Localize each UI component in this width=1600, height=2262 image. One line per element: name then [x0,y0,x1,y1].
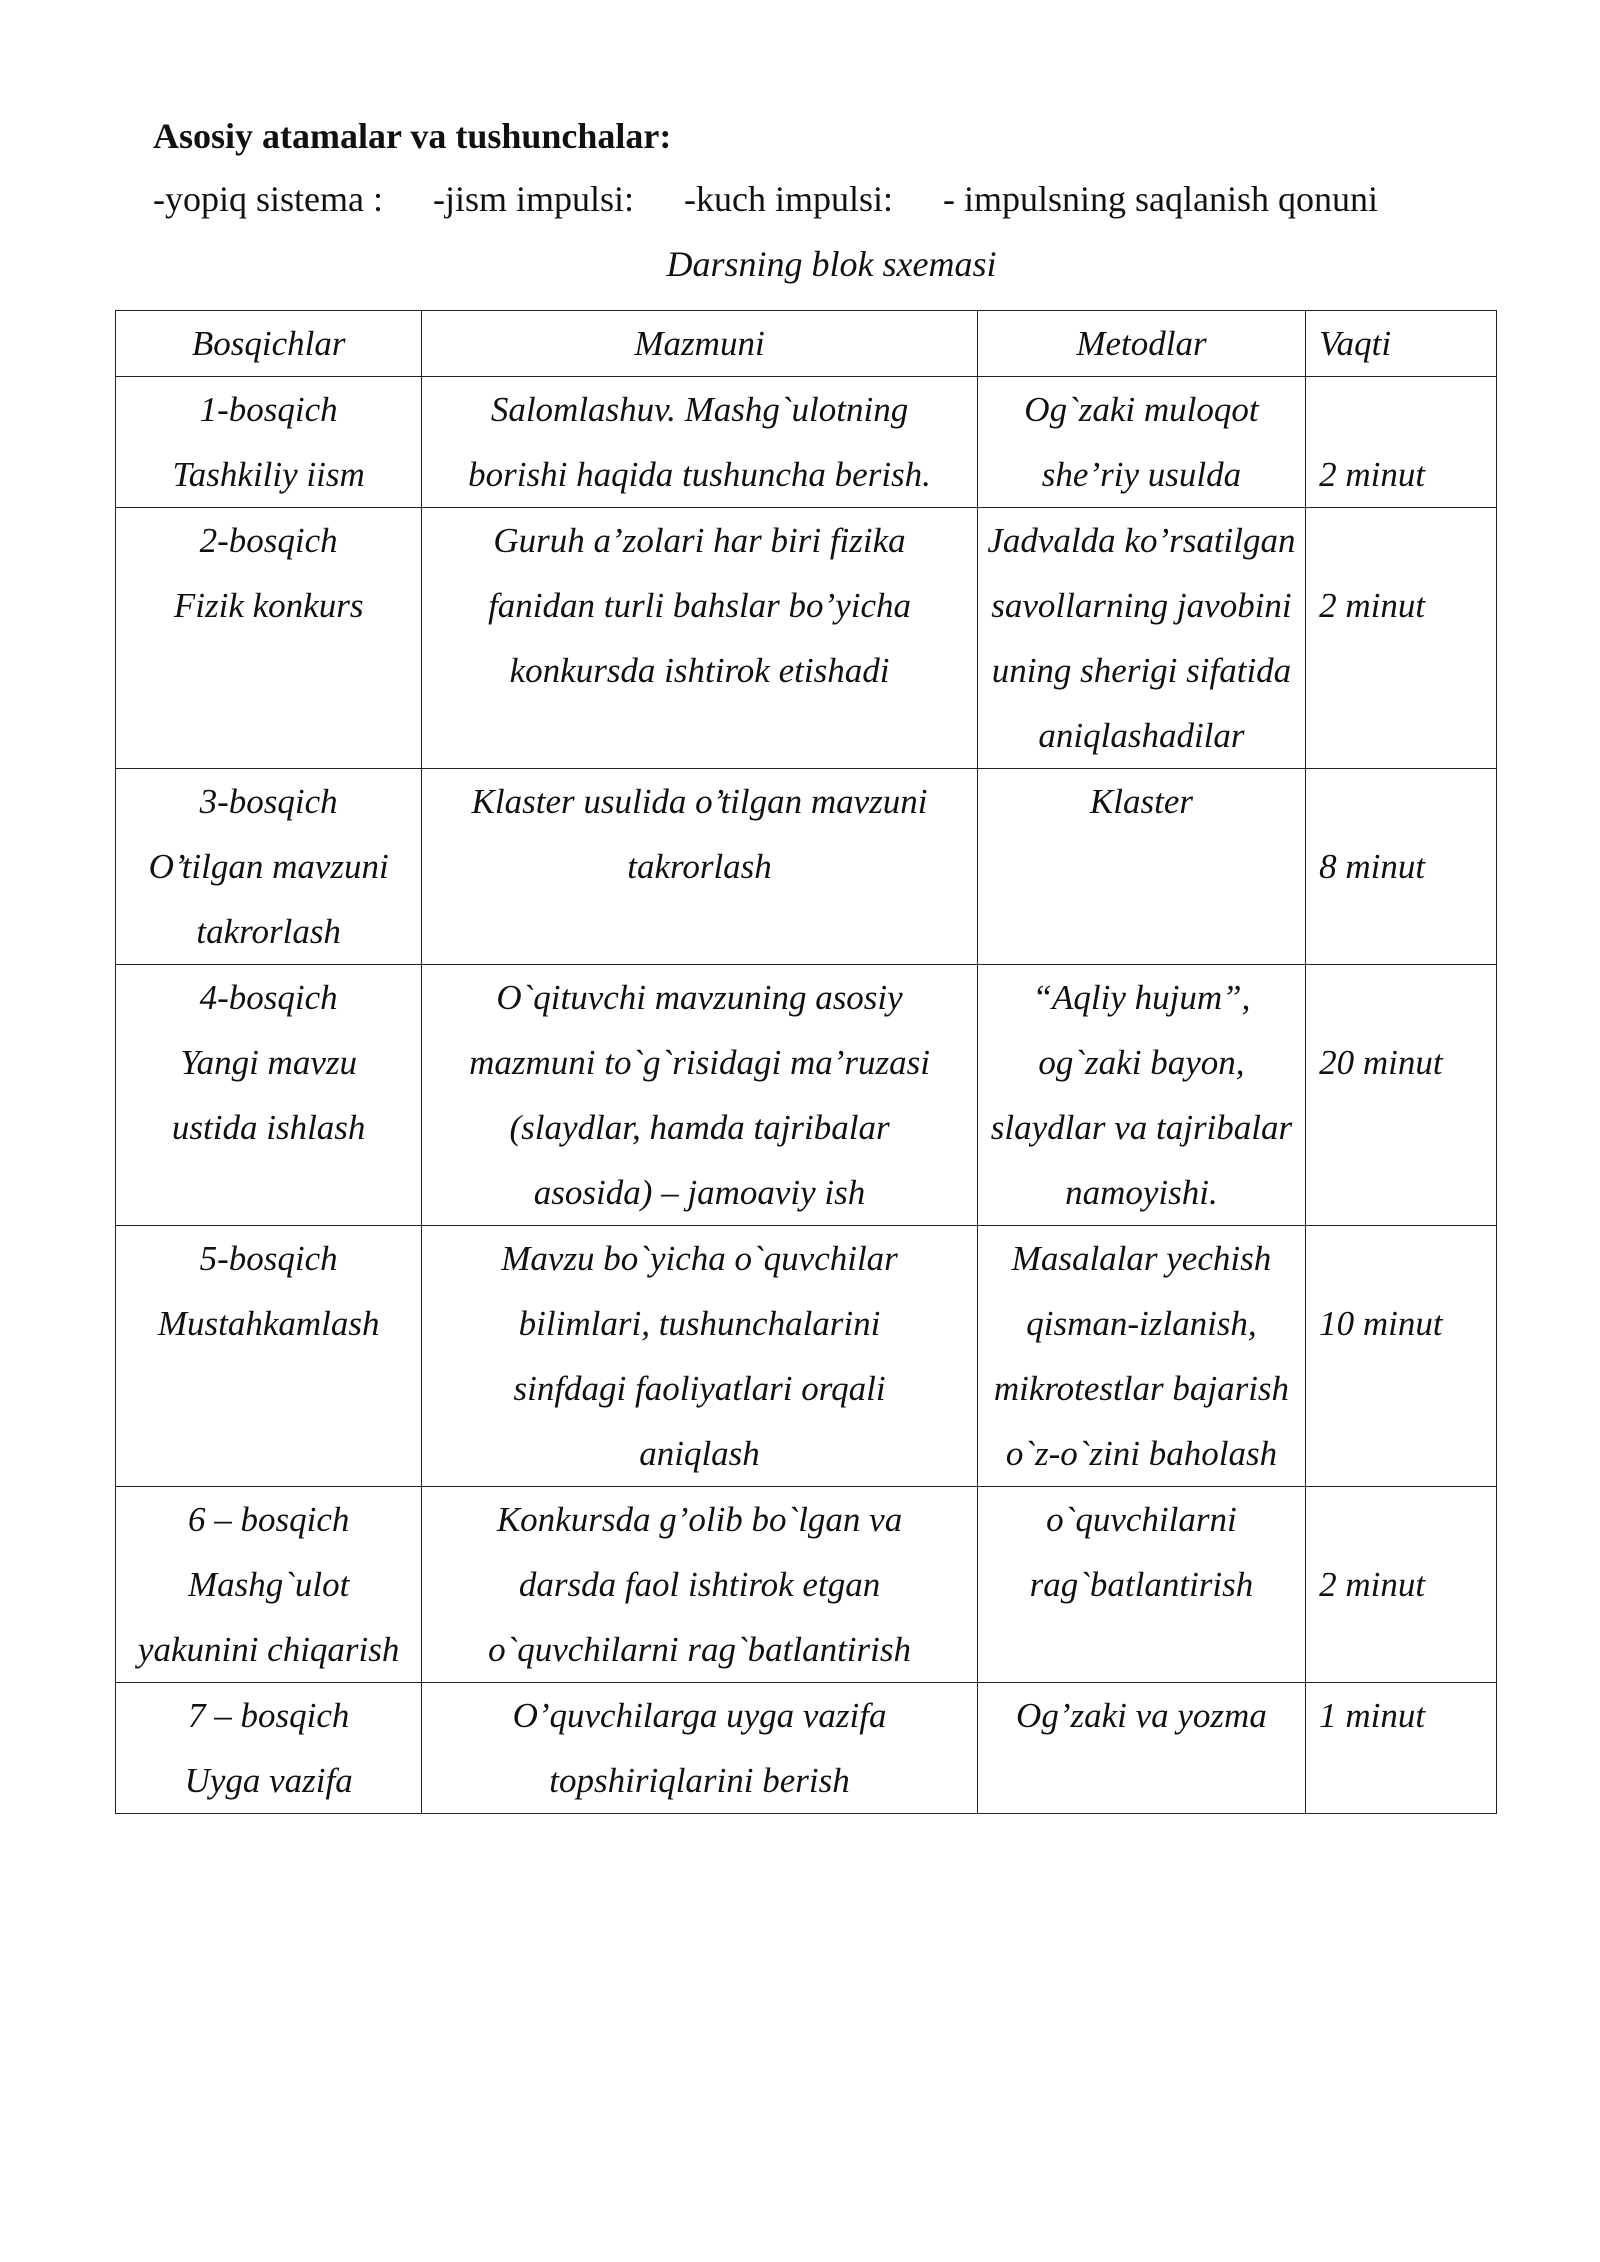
methods-cell-line: namoyishi. [1065,1173,1218,1212]
lesson-block-table [115,310,1497,1814]
content-cell-line: asosida) – jamoaviy ish [533,1173,866,1212]
stage-cell-line: 3-bosqich [199,782,338,821]
methods-cell-line: Masalalar yechish [1011,1239,1272,1278]
methods-cell-line: qisman-izlanish, [1026,1304,1257,1343]
methods-cell-line: she’riy usulda [1041,455,1242,494]
stage-cell [116,1226,422,1487]
content-cell [422,508,977,769]
term-item: -yopiq sistema : [153,179,383,219]
content-cell-line: borishi haqida tushuncha berish. [468,455,931,494]
content-cell-line: o`quvchilarni rag`batlantirish [488,1630,911,1669]
column-header-content: Mazmuni [422,311,977,377]
content-cell-line: O`qituvchi mavzuning asosiy [496,978,903,1017]
table-body [116,377,1497,1814]
content-cell-line: sinfdagi faoliyatlari orqali [513,1369,886,1408]
methods-cell [977,377,1305,508]
methods-cell [977,1683,1305,1814]
content-cell-line: Guruh a’zolari har biri fizika [493,521,906,560]
methods-cell-line: Og’zaki va yozma [1016,1696,1267,1735]
stage-cell [116,377,422,508]
stage-cell-line: Mustahkamlash [157,1304,380,1343]
methods-cell-line: rag`batlantirish [1029,1565,1254,1604]
content-cell-line: O’quvchilarga uyga vazifa [512,1696,887,1735]
content-cell-line: bilimlari, tushunchalarini [518,1304,881,1343]
time-cell [1306,377,1497,508]
column-header-methods: Metodlar [977,311,1305,377]
stage-cell [116,965,422,1226]
content-cell [422,1226,977,1487]
stage-cell [116,508,422,769]
terms-list [153,178,1428,220]
content-cell-line: Klaster usulida o’tilgan mavzuni [471,782,928,821]
time-value: 20 minut [1319,1043,1443,1082]
content-cell-line: darsda faol ishtirok etgan [518,1565,881,1604]
content-cell-line: (slaydlar, hamda tajribalar [509,1108,890,1147]
stage-cell-line: Fizik konkurs [173,586,364,625]
stage-cell-line: 1-bosqich [199,390,338,429]
content-cell-line: Konkursda g’olib bo`lgan va [496,1500,903,1539]
methods-cell-line: Og`zaki muloqot [1024,390,1259,429]
methods-cell-line: Klaster [1089,782,1193,821]
table-row [116,1226,1497,1487]
stage-cell [116,1683,422,1814]
stage-cell-line: 6 – bosqich [187,1500,350,1539]
table-row [116,1487,1497,1683]
stage-cell-line: 2-bosqich [199,521,338,560]
time-cell [1306,769,1497,965]
time-cell [1306,1487,1497,1683]
page-heading: Asosiy atamalar va tushunchalar: [153,116,672,156]
methods-cell [977,508,1305,769]
term-item: - impulsning saqlanish qonuni [943,179,1379,219]
stage-cell-line: 7 – bosqich [187,1696,350,1735]
table-row [116,965,1497,1226]
stage-cell-line: 5-bosqich [199,1239,338,1278]
methods-cell [977,965,1305,1226]
methods-cell-line: slaydlar va tajribalar [990,1108,1293,1147]
time-value: 1 minut [1319,1696,1426,1735]
column-header-time: Vaqti [1306,311,1497,377]
methods-cell [977,1226,1305,1487]
methods-cell-line: aniqlashadilar [1038,716,1245,755]
table-row [116,1683,1497,1814]
methods-cell-line: uning sherigi sifatida [991,651,1292,690]
methods-cell-line: o`quvchilarni [1046,1500,1237,1539]
time-cell [1306,965,1497,1226]
stage-cell [116,1487,422,1683]
content-cell-line: mazmuni to`g`risidagi ma’ruzasi [469,1043,930,1082]
table-row [116,769,1497,965]
content-cell [422,377,977,508]
time-value: 2 minut [1319,455,1426,494]
term-item: -jism impulsi: [432,179,635,219]
table-row [116,377,1497,508]
methods-cell-line: mikrotestlar bajarish [993,1369,1290,1408]
stage-cell-line: ustida ishlash [171,1108,366,1147]
stage-cell-line: takrorlash [196,912,341,951]
time-value: 10 minut [1319,1304,1443,1343]
stage-cell-line: Tashkiliy iism [172,455,365,494]
content-cell [422,769,977,965]
methods-cell-line: Jadvalda ko’rsatilgan [987,521,1296,560]
stage-cell-line: 4-bosqich [199,978,338,1017]
time-value: 8 minut [1319,847,1426,886]
methods-cell-line: savollarning javobini [991,586,1292,625]
content-cell [422,1487,977,1683]
time-cell [1306,1683,1497,1814]
stage-cell [116,769,422,965]
column-header-stages: Bosqichlar [116,311,422,377]
stage-cell-line: Uyga vazifa [184,1761,353,1800]
time-value: 2 minut [1319,1565,1426,1604]
content-cell-line: topshiriqlarini berish [549,1761,850,1800]
stage-cell-line: Yangi mavzu [180,1043,357,1082]
stage-cell-line: yakunini chiqarish [137,1630,400,1669]
time-cell [1306,1226,1497,1487]
methods-cell [977,1487,1305,1683]
content-cell-line: fanidan turli bahslar bo’yicha [488,586,911,625]
content-cell-line: Salomlashuv. Mashg`ulotning [490,390,909,429]
stage-cell-line: O’tilgan mavzuni [148,847,389,886]
content-cell-line: aniqlash [639,1434,760,1473]
table-row [116,508,1497,769]
time-value: 2 minut [1319,586,1426,625]
content-cell-line: takrorlash [627,847,772,886]
time-cell [1306,508,1497,769]
content-cell-line: konkursda ishtirok etishadi [509,651,890,690]
stage-cell-line: Mashg`ulot [187,1565,350,1604]
methods-cell-line: o`z-o`zini baholash [1005,1434,1278,1473]
methods-cell [977,769,1305,965]
content-cell [422,965,977,1226]
term-item: -kuch impulsi: [684,179,894,219]
table-caption: Darsning blok sxemasi [666,244,997,284]
methods-cell-line: og`zaki bayon, [1038,1043,1245,1082]
content-cell [422,1683,977,1814]
table-header-row [116,311,1497,377]
content-cell-line: Mavzu bo`yicha o`quvchilar [501,1239,898,1278]
methods-cell-line: “Aqliy hujum”, [1032,978,1251,1017]
